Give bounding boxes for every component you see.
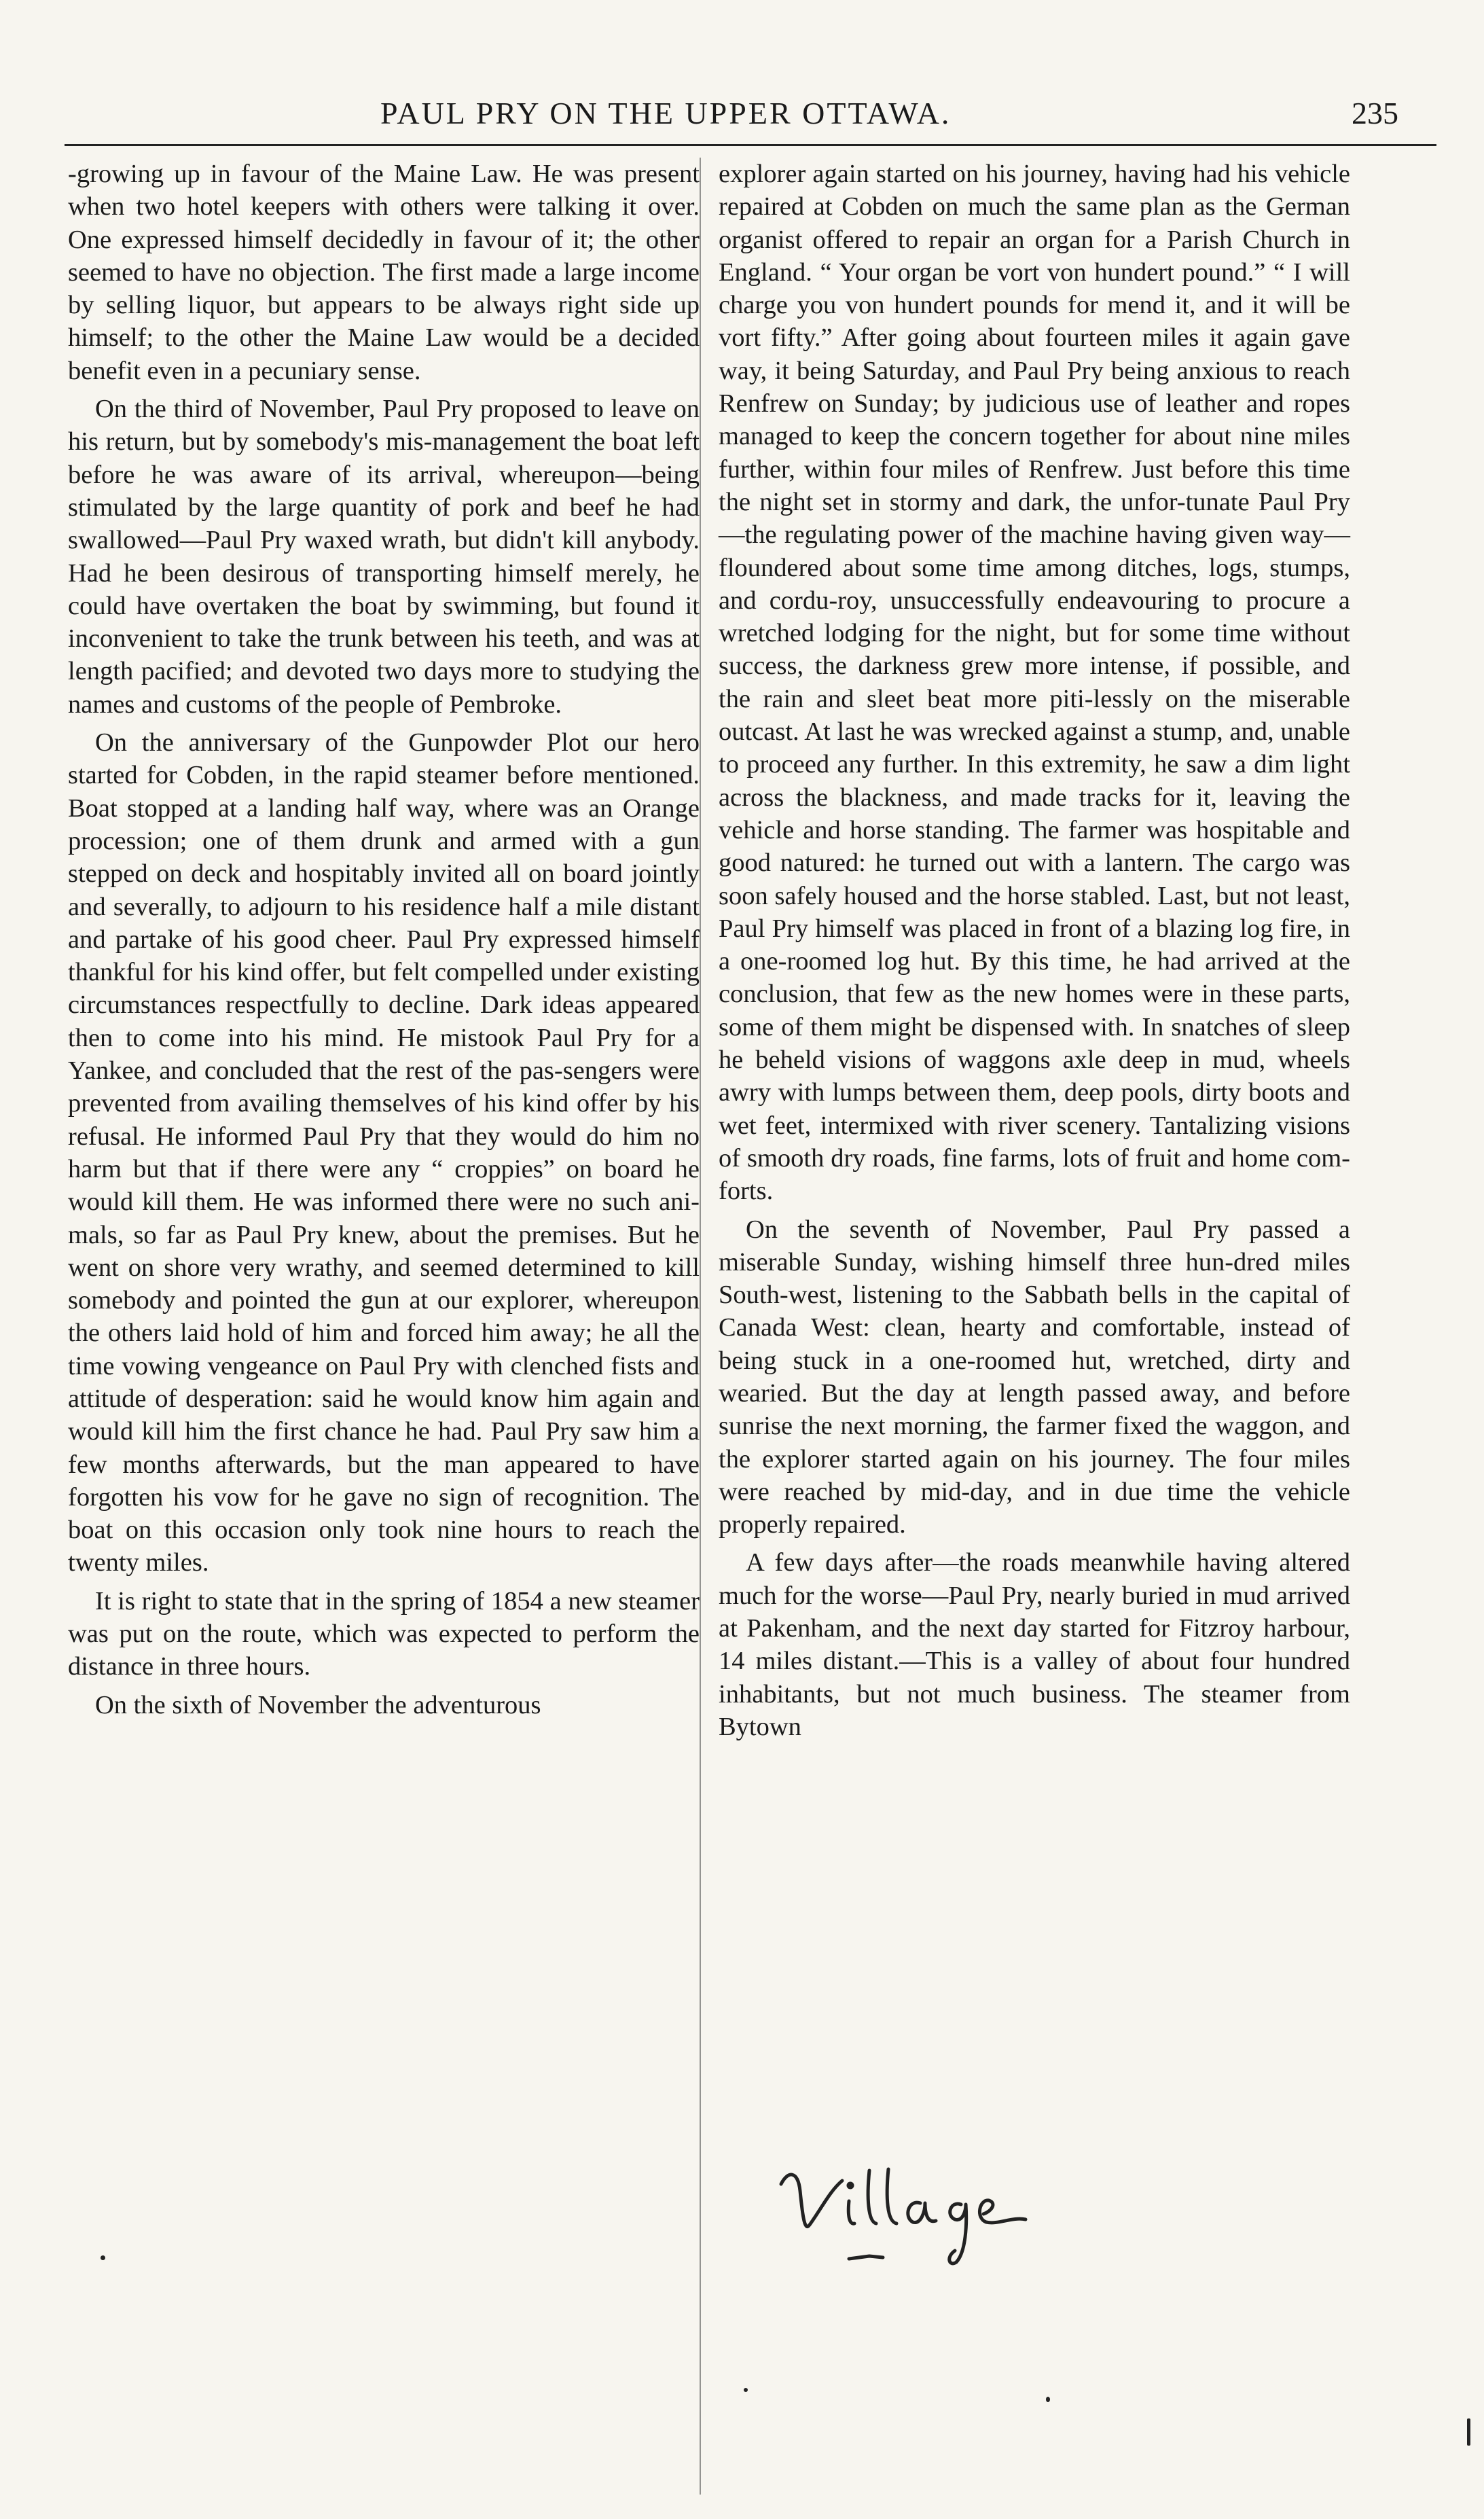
page-header bbox=[0, 0, 1484, 143]
paragraph: On the sixth of November the adventurous bbox=[95, 1690, 541, 1719]
header-rule bbox=[65, 144, 1436, 146]
handwritten-annotation bbox=[767, 2143, 1039, 2279]
paragraph: -growing up in favour of the Maine Law. He was present when two hotel keepers with others were talking it over. One expressed himself decidedly in favour of it; the other seemed to have no objection. The first made a large income by selling liquor, but appears to be always right side up himself; to the other the Maine Law would be a decided benefit even in a pecuniary sense. bbox=[68, 160, 700, 385]
column-divider bbox=[700, 158, 701, 2495]
paragraph: On the third of November, Paul Pry proposed to leave on his return, but by somebody's mis-management the boat left before he was aware of its arrival, whereupon—being stimulated by the large quantity of pork and beef he had swallowed—Paul Pry waxed wrath, but didn't kill anybody. Had he been desirous of transporting himself merely, he could have overtaken the boat by swimming, but found it inconvenient to take the trunk between his teeth, and was at length pacified; and devoted two days more to studying the names and customs of the people of Pembroke. bbox=[68, 395, 700, 719]
paragraph: On the seventh of November, Paul Pry passed a miserable Sunday, wishing himself three hun-dred miles South-west, listening to the Sabbath bells in the capital of Canada West: clean, hearty and comfortable, instead of being stuck in a one-roomed hut, wretched, dirty and wearied. But the day at length passed away, and before sunrise the next morning, the farmer fixed the waggon, and the explorer started again on his journey. The four miles were reached by mid-day, and in due time the vehicle properly repaired. bbox=[719, 1215, 1350, 1539]
paragraph: explorer again started on his journey, having had his vehicle repaired at Cobden on much the same plan as the German organist offered to repair an organ for a Parish Church in England. “ Your organ be vort von hundert pound.” “ I will charge you von hundert pounds for mend it, and it will be vort fifty.” After going about fourteen miles it again gave way, it being Saturday, and Paul Pry being anxious to reach Renfrew on Sunday; by judicious use of leather and ropes managed to keep the concern together for about nine miles further, within four miles of Renfrew. Just before this time the night set in stormy and dark, the unfor-tunate Paul Pry—the regulating power of the machine having given way—floundered about some time among ditches, logs, stumps, and cordu-roy, unsuccessfully endeavouring to procure a wretched lodging for the night, but for some time without success, the darkness grew more intense, if possible, and the rain and sleet beat more piti-lessly on the miserable outcast. At last he was wrecked against a stump, and, unable to proceed any further. In this extremity, he saw a dim light across the blackness, and made tracks for it, leaving the vehicle and horse standing. The farmer was hospitable and good natured: he turned out with a lantern. The cargo was soon safely housed and the horse stabled. Last, but not least, Paul Pry himself was placed in front of a blazing log fire, in a one-roomed log hut. By this time, he had arrived at the conclusion, that few as the new homes were in these parts, some of them might be dispensed with. In snatches of sleep he beheld visions of waggons axle deep in mud, wheels awry with lumps between them, deep pools, dirty boots and wet feet, intermixed with river scenery. Tantalizing visions of smooth dry roads, fine farms, lots of fruit and home com-forts. bbox=[719, 160, 1350, 1206]
right-column bbox=[719, 158, 1350, 1743]
ink-speck bbox=[1046, 2397, 1050, 2402]
ink-speck bbox=[101, 2255, 105, 2260]
paragraph: It is right to state that in the spring of 1854 a new steamer was put on the route, which was expected to perform the distance in three hours. bbox=[68, 1586, 700, 1681]
paragraph: On the anniversary of the Gunpowder Plot our hero started for Cobden, in the rapid steamer before mentioned. Boat stopped at a landing half way, where was an Orange procession; one of them drunk and armed with a gun stepped on deck and hospitably invited all on board jointly and severally, to adjourn to his residence half a mile distant and partake of his good cheer. Paul Pry expressed himself thankful for his kind offer, but felt compelled under existing circumstances respectfully to decline. Dark ideas appeared then to come into his mind. He mistook Paul Pry for a Yankee, and concluded that the rest of the pas-sengers were prevented from availing themselves of his kind offer by his refusal. He informed Paul Pry that they would do him no harm but that if there were any “ croppies” on board he would kill them. He was informed there were no such ani-mals, so far as Paul Pry knew, about the premises. But he went on shore very wrathy, and seemed determined to kill somebody and pointed the gun at our explorer, whereupon the others laid hold of him and forced him away; he all the time vowing vengeance on Paul Pry with clenched fists and attitude of desperation: said he would know him again and would kill him the first chance he had. Paul Pry saw him a few months afterwards, but the man appeared to have forgotten his vow for he gave no sign of recognition. The boat on this occasion only took nine hours to reach the twenty miles. bbox=[68, 728, 700, 1577]
left-column bbox=[68, 158, 700, 1721]
handwritten-village-icon bbox=[767, 2143, 1039, 2279]
page-number: 235 bbox=[1352, 96, 1398, 130]
paragraph: A few days after—the roads meanwhile having altered much for the worse—Paul Pry, nearly buried in mud arrived at Pakenham, and the next day started for Fitzroy harbour, 14 miles distant.—This is a valley of about four hundred inhabitants, but not much business. The steamer from Bytown bbox=[719, 1548, 1350, 1741]
ink-speck bbox=[744, 2388, 748, 2392]
edge-mark bbox=[1467, 2418, 1470, 2446]
running-title: PAUL PRY ON THE UPPER OTTAWA. bbox=[380, 96, 952, 130]
